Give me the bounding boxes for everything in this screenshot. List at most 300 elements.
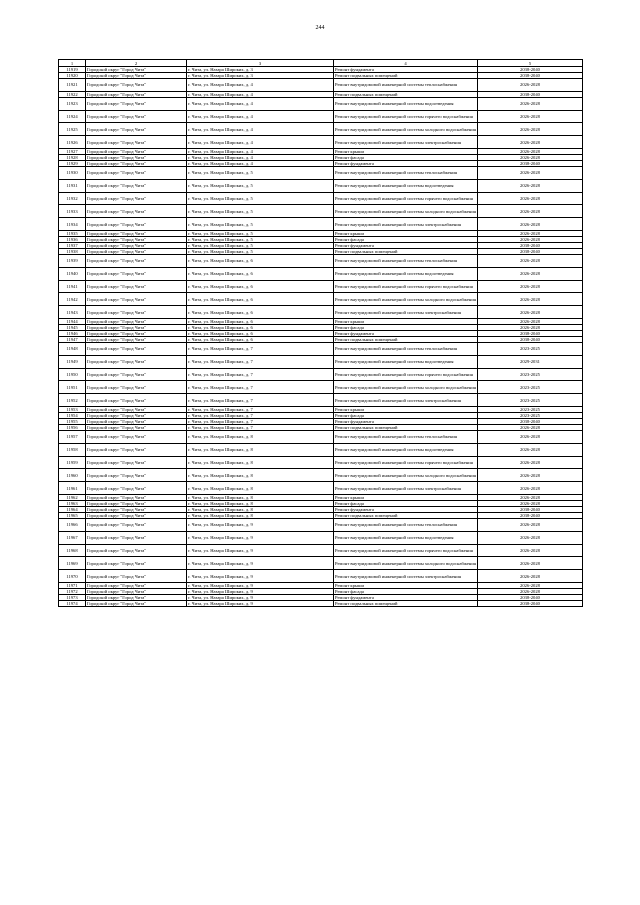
municipality-cell: Городской округ "Город Чита": [86, 97, 187, 110]
table-row: [59, 518, 583, 531]
address-cell: г. Чита, ул. Назара Широких, д. 6: [187, 330, 334, 336]
row-number-cell: 11946: [59, 330, 86, 336]
period-cell: 2026-2028: [478, 230, 583, 236]
period-cell: 2026-2028: [478, 582, 583, 588]
row-number-cell: 11955: [59, 418, 86, 424]
table-row: [59, 482, 583, 495]
row-number-cell: 11945: [59, 324, 86, 330]
work-type-cell: Ремонт фундамента: [334, 506, 478, 512]
address-cell: г. Чита, ул. Назара Широких, д. 4: [187, 91, 334, 97]
period-cell: 2026-2028: [478, 154, 583, 160]
period-cell: 2026-2028: [478, 280, 583, 293]
period-cell: 2038-2040: [478, 242, 583, 248]
row-number-cell: 11944: [59, 318, 86, 324]
row-number-cell: 11947: [59, 336, 86, 342]
row-number-cell: 11974: [59, 600, 86, 606]
row-number-cell: 11954: [59, 412, 86, 418]
work-type-cell: Ремонт фасада: [334, 588, 478, 594]
address-cell: г. Чита, ул. Назара Широких, д. 7: [187, 342, 334, 355]
municipality-cell: Городской округ "Город Чита": [86, 518, 187, 531]
period-cell: 2026-2028: [478, 79, 583, 92]
table-header-row: [59, 60, 583, 67]
municipality-cell: Городской округ "Город Чита": [86, 406, 187, 412]
period-cell: 2038-2040: [478, 336, 583, 342]
address-cell: г. Чита, ул. Назара Широких, д. 8: [187, 500, 334, 506]
work-type-cell: Ремонт фундамента: [334, 330, 478, 336]
municipality-cell: Городской округ "Город Чита": [86, 418, 187, 424]
work-type-cell: Ремонт внутридомовой инженерной системы холодного водоснабжения: [334, 557, 478, 570]
address-cell: г. Чита, ул. Назара Широких, д. 4: [187, 79, 334, 92]
work-type-cell: Ремонт внутридомовой инженерной системы водоотведения: [334, 267, 478, 280]
period-cell: 2026-2028: [478, 482, 583, 495]
municipality-cell: Городской округ "Город Чита": [86, 91, 187, 97]
column-header: 4: [334, 60, 478, 67]
row-number-cell: 11935: [59, 230, 86, 236]
address-cell: г. Чита, ул. Назара Широких, д. 5: [187, 248, 334, 254]
table-row: [59, 205, 583, 218]
table-row: [59, 110, 583, 123]
period-cell: 2038-2040: [478, 594, 583, 600]
period-cell: 2038-2040: [478, 506, 583, 512]
address-cell: г. Чита, ул. Назара Широких, д. 5: [187, 242, 334, 248]
address-cell: г. Чита, ул. Назара Широких, д. 8: [187, 443, 334, 456]
work-type-cell: Ремонт внутридомовой инженерной системы горячего водоснабжения: [334, 544, 478, 557]
table-row: [59, 192, 583, 205]
row-number-cell: 11957: [59, 430, 86, 443]
address-cell: г. Чита, ул. Назара Широких, д. 4: [187, 136, 334, 149]
municipality-cell: Городской округ "Город Чита": [86, 531, 187, 544]
address-cell: г. Чита, ул. Назара Широких, д. 9: [187, 588, 334, 594]
table-row: [59, 570, 583, 583]
municipality-cell: Городской округ "Город Чита": [86, 179, 187, 192]
table-row: [59, 342, 583, 355]
work-type-cell: Ремонт внутридомовой инженерной системы горячего водоснабжения: [334, 368, 478, 381]
work-type-cell: Ремонт фасада: [334, 500, 478, 506]
municipality-cell: Городской округ "Город Чита": [86, 267, 187, 280]
municipality-cell: Городской округ "Город Чита": [86, 166, 187, 179]
work-type-cell: Ремонт внутридомовой инженерной системы электроснабжения: [334, 570, 478, 583]
work-type-cell: Ремонт подвальных помещений: [334, 248, 478, 254]
work-type-cell: Ремонт крыши: [334, 230, 478, 236]
row-number-cell: 11971: [59, 582, 86, 588]
row-number-cell: 11932: [59, 192, 86, 205]
municipality-cell: Городской округ "Город Чита": [86, 482, 187, 495]
period-cell: 2023-2025: [478, 394, 583, 407]
work-type-cell: Ремонт внутридомовой инженерной системы водоотведения: [334, 179, 478, 192]
row-number-cell: 11930: [59, 166, 86, 179]
address-cell: г. Чита, ул. Назара Широких, д. 8: [187, 456, 334, 469]
row-number-cell: 11937: [59, 242, 86, 248]
work-type-cell: Ремонт крыши: [334, 148, 478, 154]
period-cell: 2026-2028: [478, 123, 583, 136]
municipality-cell: Городской округ "Город Чита": [86, 79, 187, 92]
row-number-cell: 11926: [59, 136, 86, 149]
row-number-cell: 11922: [59, 91, 86, 97]
period-cell: 2038-2040: [478, 91, 583, 97]
municipality-cell: Городской округ "Город Чита": [86, 430, 187, 443]
address-cell: г. Чита, ул. Назара Широких, д. 9: [187, 518, 334, 531]
period-cell: 2026-2028: [478, 254, 583, 267]
table-row: [59, 123, 583, 136]
work-type-cell: Ремонт подвальных помещений: [334, 91, 478, 97]
table-row: [59, 306, 583, 319]
table-row: [59, 368, 583, 381]
municipality-cell: Городской округ "Город Чита": [86, 424, 187, 430]
municipality-cell: Городской округ "Город Чита": [86, 412, 187, 418]
address-cell: г. Чита, ул. Назара Широких, д. 6: [187, 318, 334, 324]
address-cell: г. Чита, ул. Назара Широких, д. 7: [187, 381, 334, 394]
municipality-cell: Городской округ "Город Чита": [86, 330, 187, 336]
address-cell: г. Чита, ул. Назара Широких, д. 8: [187, 469, 334, 482]
table-row: [59, 97, 583, 110]
address-cell: г. Чита, ул. Назара Широких, д. 5: [187, 166, 334, 179]
table-row: [59, 254, 583, 267]
period-cell: 2026-2028: [478, 205, 583, 218]
municipality-cell: Городской округ "Город Чита": [86, 506, 187, 512]
period-cell: 2026-2028: [478, 430, 583, 443]
column-header: 3: [187, 60, 334, 67]
municipality-cell: Городской округ "Город Чита": [86, 73, 187, 79]
work-type-cell: Ремонт внутридомовой инженерной системы теплоснабжения: [334, 430, 478, 443]
address-cell: г. Чита, ул. Назара Широких, д. 3: [187, 67, 334, 73]
row-number-cell: 11928: [59, 154, 86, 160]
work-type-cell: Ремонт внутридомовой инженерной системы холодного водоснабжения: [334, 469, 478, 482]
address-cell: г. Чита, ул. Назара Широких, д. 5: [187, 236, 334, 242]
municipality-cell: Городской округ "Город Чита": [86, 230, 187, 236]
municipality-cell: Городской округ "Город Чита": [86, 280, 187, 293]
period-cell: 2026-2028: [478, 518, 583, 531]
period-cell: 2026-2028: [478, 500, 583, 506]
address-cell: г. Чита, ул. Назара Широких, д. 4: [187, 154, 334, 160]
period-cell: 2038-2040: [478, 418, 583, 424]
address-cell: г. Чита, ул. Назара Широких, д. 3: [187, 73, 334, 79]
address-cell: г. Чита, ул. Назара Широких, д. 7: [187, 394, 334, 407]
period-cell: 2038-2040: [478, 248, 583, 254]
municipality-cell: Городской округ "Город Чита": [86, 236, 187, 242]
address-cell: г. Чита, ул. Назара Широких, д. 7: [187, 368, 334, 381]
period-cell: 2026-2028: [478, 148, 583, 154]
address-cell: г. Чита, ул. Назара Широких, д. 6: [187, 267, 334, 280]
row-number-cell: 11966: [59, 518, 86, 531]
table-body: [59, 67, 583, 607]
period-cell: 2026-2028: [478, 570, 583, 583]
period-cell: 2026-2028: [478, 236, 583, 242]
period-cell: 2023-2025: [478, 412, 583, 418]
period-cell: 2026-2028: [478, 588, 583, 594]
address-cell: г. Чита, ул. Назара Широких, д. 6: [187, 324, 334, 330]
work-type-cell: Ремонт внутридомовой инженерной системы горячего водоснабжения: [334, 280, 478, 293]
work-type-cell: Ремонт внутридомовой инженерной системы электроснабжения: [334, 394, 478, 407]
period-cell: 2026-2028: [478, 293, 583, 306]
period-cell: 2026-2028: [478, 218, 583, 231]
municipality-cell: Городской округ "Город Чита": [86, 570, 187, 583]
row-number-cell: 11920: [59, 73, 86, 79]
row-number-cell: 11960: [59, 469, 86, 482]
address-cell: г. Чита, ул. Назара Широких, д. 8: [187, 482, 334, 495]
row-number-cell: 11950: [59, 368, 86, 381]
address-cell: г. Чита, ул. Назара Широких, д. 7: [187, 412, 334, 418]
work-type-cell: Ремонт внутридомовой инженерной системы водоотведения: [334, 97, 478, 110]
row-number-cell: 11953: [59, 406, 86, 412]
work-type-cell: Ремонт внутридомовой инженерной системы водоотведения: [334, 443, 478, 456]
period-cell: 2038-2040: [478, 600, 583, 606]
work-type-cell: Ремонт внутридомовой инженерной системы теплоснабжения: [334, 254, 478, 267]
period-cell: 2026-2028: [478, 166, 583, 179]
municipality-cell: Городской округ "Город Чита": [86, 218, 187, 231]
municipality-cell: Городской округ "Город Чита": [86, 148, 187, 154]
column-header: 5: [478, 60, 583, 67]
period-cell: 2023-2025: [478, 342, 583, 355]
municipality-cell: Городской округ "Город Чита": [86, 306, 187, 319]
work-type-cell: Ремонт внутридомовой инженерной системы горячего водоснабжения: [334, 456, 478, 469]
period-cell: 2026-2028: [478, 110, 583, 123]
work-type-cell: Ремонт подвальных помещений: [334, 424, 478, 430]
municipality-cell: Городской округ "Город Чита": [86, 381, 187, 394]
address-cell: г. Чита, ул. Назара Широких, д. 5: [187, 230, 334, 236]
work-type-cell: Ремонт внутридомовой инженерной системы теплоснабжения: [334, 166, 478, 179]
work-type-cell: Ремонт внутридомовой инженерной системы электроснабжения: [334, 306, 478, 319]
address-cell: г. Чита, ул. Назара Широких, д. 7: [187, 424, 334, 430]
municipality-cell: Городской округ "Город Чита": [86, 192, 187, 205]
row-number-cell: 11933: [59, 205, 86, 218]
period-cell: 2026-2028: [478, 557, 583, 570]
table-row: [59, 557, 583, 570]
period-cell: 2029-2031: [478, 355, 583, 368]
period-cell: 2038-2040: [478, 73, 583, 79]
period-cell: 2026-2028: [478, 531, 583, 544]
period-cell: 2026-2028: [478, 456, 583, 469]
table-row: [59, 179, 583, 192]
table-row: [59, 293, 583, 306]
row-number-cell: 11964: [59, 506, 86, 512]
row-number-cell: 11940: [59, 267, 86, 280]
work-type-cell: Ремонт внутридомовой инженерной системы водоотведения: [334, 531, 478, 544]
address-cell: г. Чита, ул. Назара Широких, д. 5: [187, 218, 334, 231]
row-number-cell: 11939: [59, 254, 86, 267]
municipality-cell: Городской округ "Город Чита": [86, 600, 187, 606]
municipality-cell: Городской округ "Город Чита": [86, 544, 187, 557]
table-row: [59, 79, 583, 92]
work-type-cell: Ремонт фундамента: [334, 67, 478, 73]
address-cell: г. Чита, ул. Назара Широких, д. 4: [187, 110, 334, 123]
work-type-cell: Ремонт фундамента: [334, 418, 478, 424]
period-cell: 2026-2028: [478, 318, 583, 324]
row-number-cell: 11942: [59, 293, 86, 306]
row-number-cell: 11948: [59, 342, 86, 355]
repair-registry-table: [58, 59, 583, 607]
row-number-cell: 11973: [59, 594, 86, 600]
work-type-cell: Ремонт внутридомовой инженерной системы горячего водоснабжения: [334, 192, 478, 205]
row-number-cell: 11952: [59, 394, 86, 407]
work-type-cell: Ремонт подвальных помещений: [334, 600, 478, 606]
table-row: [59, 166, 583, 179]
address-cell: г. Чита, ул. Назара Широких, д. 6: [187, 336, 334, 342]
table-row: [59, 469, 583, 482]
work-type-cell: Ремонт крыши: [334, 494, 478, 500]
work-type-cell: Ремонт подвальных помещений: [334, 73, 478, 79]
address-cell: г. Чита, ул. Назара Широких, д. 6: [187, 280, 334, 293]
address-cell: г. Чита, ул. Назара Широких, д. 9: [187, 582, 334, 588]
municipality-cell: Городской округ "Город Чита": [86, 242, 187, 248]
municipality-cell: Городской округ "Город Чита": [86, 469, 187, 482]
table-row: [59, 280, 583, 293]
address-cell: г. Чита, ул. Назара Широких, д. 7: [187, 406, 334, 412]
row-number-cell: 11951: [59, 381, 86, 394]
municipality-cell: Городской округ "Город Чита": [86, 368, 187, 381]
period-cell: 2038-2040: [478, 67, 583, 73]
address-cell: г. Чита, ул. Назара Широких, д. 9: [187, 544, 334, 557]
municipality-cell: Городской округ "Город Чита": [86, 205, 187, 218]
municipality-cell: Городской округ "Город Чита": [86, 336, 187, 342]
work-type-cell: Ремонт внутридомовой инженерной системы электроснабжения: [334, 136, 478, 149]
work-type-cell: Ремонт внутридомовой инженерной системы холодного водоснабжения: [334, 381, 478, 394]
period-cell: 2026-2028: [478, 192, 583, 205]
municipality-cell: Городской округ "Город Чита": [86, 110, 187, 123]
municipality-cell: Городской округ "Город Чита": [86, 588, 187, 594]
row-number-cell: 11921: [59, 79, 86, 92]
work-type-cell: Ремонт фундамента: [334, 160, 478, 166]
address-cell: г. Чита, ул. Назара Широких, д. 8: [187, 494, 334, 500]
address-cell: г. Чита, ул. Назара Широких, д. 9: [187, 531, 334, 544]
address-cell: г. Чита, ул. Назара Широких, д. 6: [187, 306, 334, 319]
row-number-cell: 11936: [59, 236, 86, 242]
municipality-cell: Городской округ "Город Чита": [86, 160, 187, 166]
row-number-cell: 11959: [59, 456, 86, 469]
work-type-cell: Ремонт подвальных помещений: [334, 512, 478, 518]
table-row: [59, 267, 583, 280]
address-cell: г. Чита, ул. Назара Широких, д. 9: [187, 557, 334, 570]
work-type-cell: Ремонт внутридомовой инженерной системы холодного водоснабжения: [334, 293, 478, 306]
table-row: [59, 218, 583, 231]
period-cell: 2023-2025: [478, 381, 583, 394]
table-row: [59, 600, 583, 606]
row-number-cell: 11956: [59, 424, 86, 430]
work-type-cell: Ремонт внутридомовой инженерной системы теплоснабжения: [334, 342, 478, 355]
municipality-cell: Городской округ "Город Чита": [86, 355, 187, 368]
address-cell: г. Чита, ул. Назара Широких, д. 4: [187, 148, 334, 154]
municipality-cell: Городской округ "Город Чита": [86, 394, 187, 407]
work-type-cell: Ремонт внутридомовой инженерной системы теплоснабжения: [334, 79, 478, 92]
municipality-cell: Городской округ "Город Чита": [86, 500, 187, 506]
work-type-cell: Ремонт внутридомовой инженерной системы холодного водоснабжения: [334, 123, 478, 136]
municipality-cell: Городской округ "Город Чита": [86, 248, 187, 254]
municipality-cell: Городской округ "Город Чита": [86, 443, 187, 456]
row-number-cell: 11969: [59, 557, 86, 570]
work-type-cell: Ремонт фундамента: [334, 242, 478, 248]
period-cell: 2038-2040: [478, 160, 583, 166]
work-type-cell: Ремонт крыши: [334, 582, 478, 588]
municipality-cell: Городской округ "Город Чита": [86, 557, 187, 570]
work-type-cell: Ремонт фасада: [334, 154, 478, 160]
work-type-cell: Ремонт внутридомовой инженерной системы электроснабжения: [334, 482, 478, 495]
row-number-cell: 11972: [59, 588, 86, 594]
municipality-cell: Городской округ "Город Чита": [86, 293, 187, 306]
row-number-cell: 11968: [59, 544, 86, 557]
row-number-cell: 11963: [59, 500, 86, 506]
row-number-cell: 11929: [59, 160, 86, 166]
work-type-cell: Ремонт внутридомовой инженерной системы водоотведения: [334, 355, 478, 368]
address-cell: г. Чита, ул. Назара Широких, д. 9: [187, 594, 334, 600]
period-cell: 2023-2025: [478, 368, 583, 381]
row-number-cell: 11925: [59, 123, 86, 136]
row-number-cell: 11924: [59, 110, 86, 123]
table-row: [59, 136, 583, 149]
period-cell: 2026-2028: [478, 306, 583, 319]
municipality-cell: Городской округ "Город Чита": [86, 594, 187, 600]
column-header: 1: [59, 60, 86, 67]
row-number-cell: 11958: [59, 443, 86, 456]
municipality-cell: Городской округ "Город Чита": [86, 67, 187, 73]
row-number-cell: 11927: [59, 148, 86, 154]
period-cell: 2026-2028: [478, 443, 583, 456]
table-row: [59, 456, 583, 469]
work-type-cell: Ремонт фасада: [334, 236, 478, 242]
period-cell: 2038-2040: [478, 330, 583, 336]
work-type-cell: Ремонт внутридомовой инженерной системы холодного водоснабжения: [334, 205, 478, 218]
work-type-cell: Ремонт фасада: [334, 324, 478, 330]
row-number-cell: 11949: [59, 355, 86, 368]
period-cell: 2026-2028: [478, 267, 583, 280]
table-row: [59, 394, 583, 407]
period-cell: 2026-2028: [478, 324, 583, 330]
row-number-cell: 11938: [59, 248, 86, 254]
address-cell: г. Чита, ул. Назара Широких, д. 8: [187, 506, 334, 512]
row-number-cell: 11967: [59, 531, 86, 544]
row-number-cell: 11970: [59, 570, 86, 583]
municipality-cell: Городской округ "Город Чита": [86, 123, 187, 136]
address-cell: г. Чита, ул. Назара Широких, д. 6: [187, 293, 334, 306]
work-type-cell: Ремонт внутридомовой инженерной системы электроснабжения: [334, 218, 478, 231]
period-cell: 2026-2028: [478, 544, 583, 557]
period-cell: 2026-2028: [478, 424, 583, 430]
address-cell: г. Чита, ул. Назара Широких, д. 4: [187, 97, 334, 110]
municipality-cell: Городской округ "Город Чита": [86, 342, 187, 355]
table-row: [59, 355, 583, 368]
period-cell: 2026-2028: [478, 97, 583, 110]
row-number-cell: 11965: [59, 512, 86, 518]
address-cell: г. Чита, ул. Назара Широких, д. 5: [187, 179, 334, 192]
address-cell: г. Чита, ул. Назара Широких, д. 9: [187, 570, 334, 583]
work-type-cell: Ремонт фундамента: [334, 594, 478, 600]
address-cell: г. Чита, ул. Назара Широких, д. 6: [187, 254, 334, 267]
municipality-cell: Городской округ "Город Чита": [86, 154, 187, 160]
table-row: [59, 430, 583, 443]
period-cell: 2026-2028: [478, 136, 583, 149]
table-row: [59, 531, 583, 544]
period-cell: 2026-2028: [478, 469, 583, 482]
row-number-cell: 11941: [59, 280, 86, 293]
address-cell: г. Чита, ул. Назара Широких, д. 4: [187, 160, 334, 166]
row-number-cell: 11934: [59, 218, 86, 231]
work-type-cell: Ремонт фасада: [334, 412, 478, 418]
page-number: 244: [315, 25, 325, 31]
municipality-cell: Городской округ "Город Чита": [86, 324, 187, 330]
table-row: [59, 381, 583, 394]
address-cell: г. Чита, ул. Назара Широких, д. 5: [187, 205, 334, 218]
municipality-cell: Городской округ "Город Чита": [86, 582, 187, 588]
work-type-cell: Ремонт подвальных помещений: [334, 336, 478, 342]
column-header: 2: [86, 60, 187, 67]
row-number-cell: 11943: [59, 306, 86, 319]
address-cell: г. Чита, ул. Назара Широких, д. 4: [187, 123, 334, 136]
address-cell: г. Чита, ул. Назара Широких, д. 9: [187, 600, 334, 606]
work-type-cell: Ремонт внутридомовой инженерной системы горячего водоснабжения: [334, 110, 478, 123]
period-cell: 2026-2028: [478, 494, 583, 500]
period-cell: 2026-2028: [478, 179, 583, 192]
municipality-cell: Городской округ "Город Чита": [86, 512, 187, 518]
period-cell: 2038-2040: [478, 512, 583, 518]
row-number-cell: 11919: [59, 67, 86, 73]
